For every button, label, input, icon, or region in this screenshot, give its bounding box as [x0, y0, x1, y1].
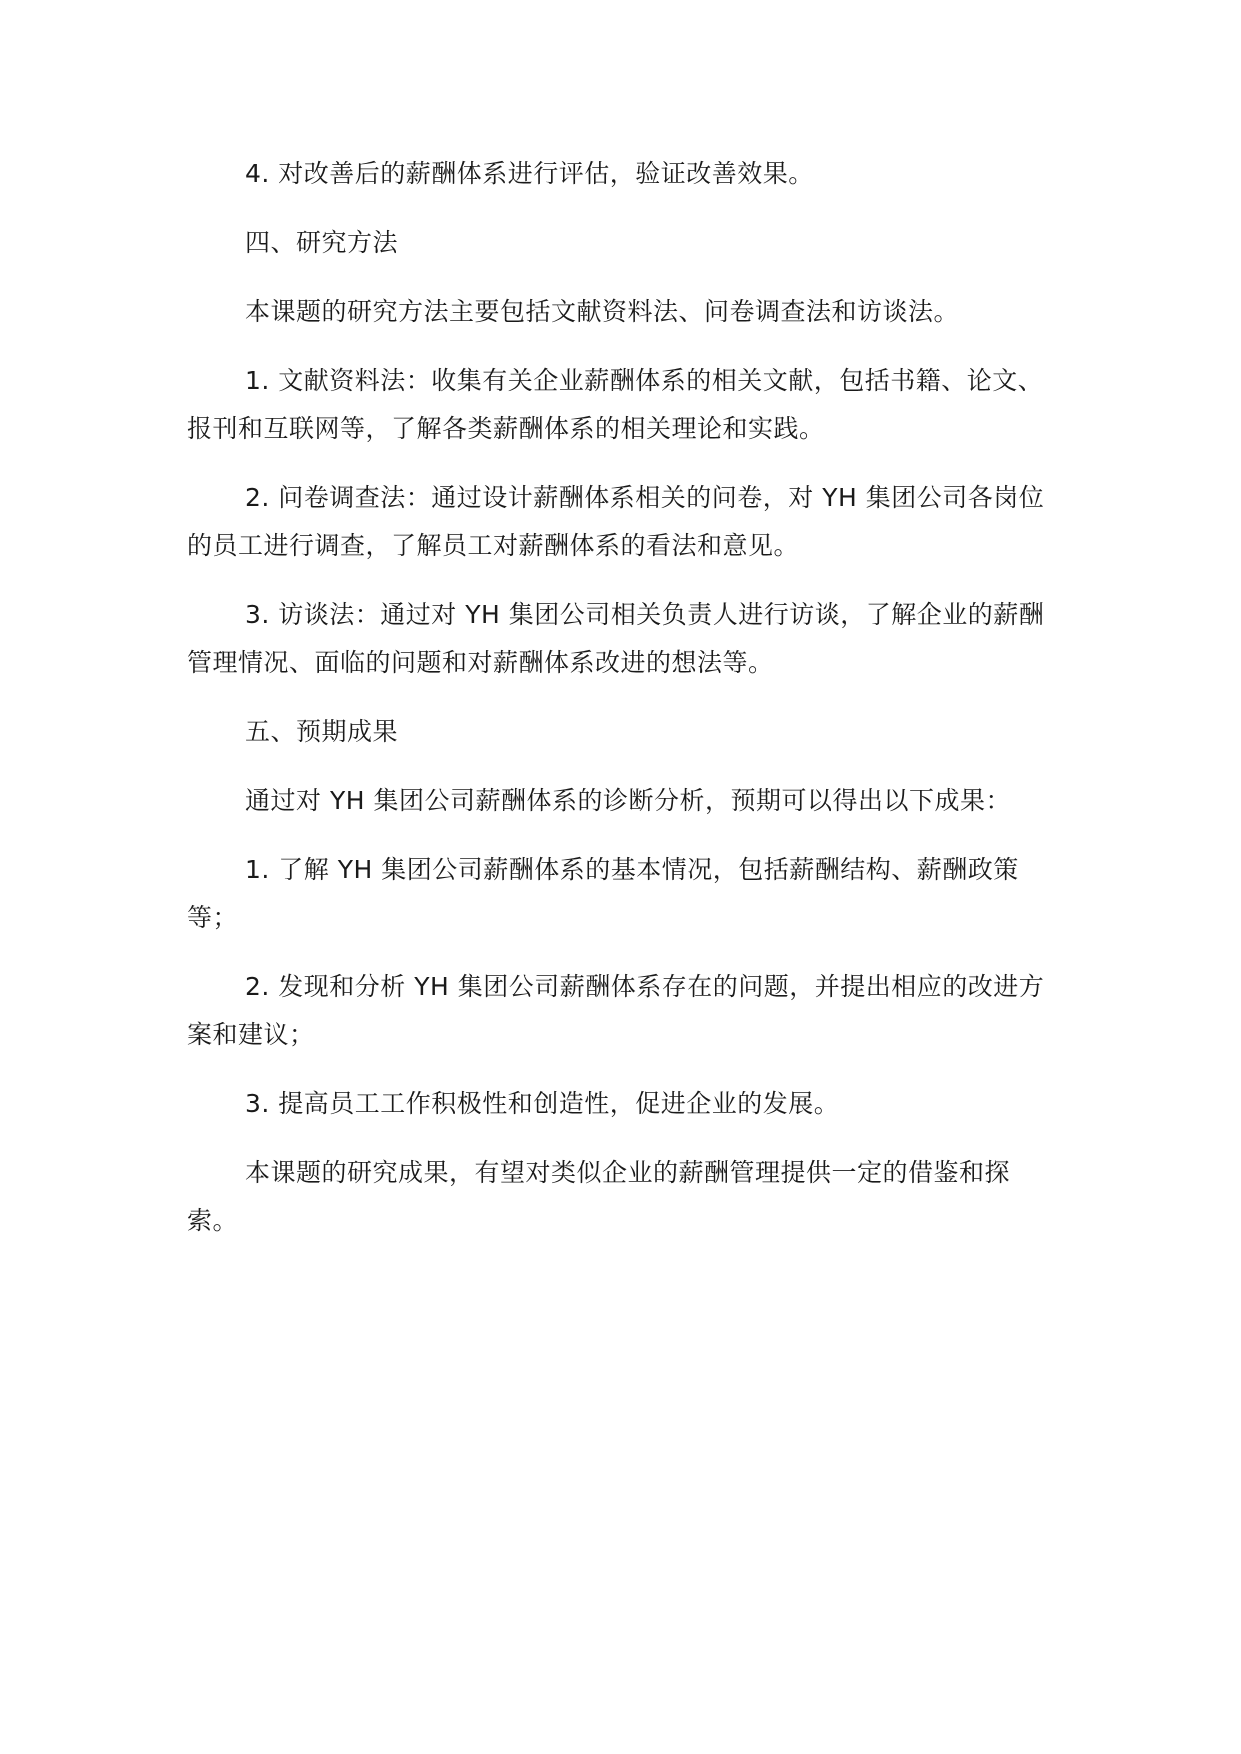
paragraph-outcome-2: 2. 发现和分析 YH 集团公司薪酬体系存在的问题，并提出相应的改进方案和建议； [187, 972, 1045, 1049]
paragraph-objective-4: 4. 对改善后的薪酬体系进行评估，验证改善效果。 [245, 159, 814, 188]
section-heading-research-methods: 四、研究方法 [245, 228, 399, 257]
section-heading-expected-outcomes: 五、预期成果 [245, 717, 399, 746]
paragraph-method-interview: 3. 访谈法：通过对 YH 集团公司相关负责人进行访谈，了解企业的薪酬管理情况、面临的问题和对薪酬体系改进的想法等。 [187, 600, 1045, 677]
paragraph-method-questionnaire: 2. 问卷调查法：通过设计薪酬体系相关的问卷，对 YH 集团公司各岗位的员工进行调查，了解员工对薪酬体系的看法和意见。 [187, 483, 1045, 560]
document-body [187, 150, 1047, 1266]
paragraph-outcomes-intro: 通过对 YH 集团公司薪酬体系的诊断分析，预期可以得出以下成果： [245, 786, 1011, 815]
paragraph-methods-intro: 本课题的研究方法主要包括文献资料法、问卷调查法和访谈法。 [245, 297, 960, 326]
paragraph-outcome-3: 3. 提高员工工作积极性和创造性，促进企业的发展。 [245, 1089, 840, 1118]
paragraph-conclusion: 本课题的研究成果，有望对类似企业的薪酬管理提供一定的借鉴和探索。 [187, 1158, 1011, 1235]
paragraph-method-literature: 1. 文献资料法：收集有关企业薪酬体系的相关文献，包括书籍、论文、报刊和互联网等，了解各类薪酬体系的相关理论和实践。 [187, 366, 1044, 443]
paragraph-outcome-1: 1. 了解 YH 集团公司薪酬体系的基本情况，包括薪酬结构、薪酬政策等； [187, 855, 1019, 932]
